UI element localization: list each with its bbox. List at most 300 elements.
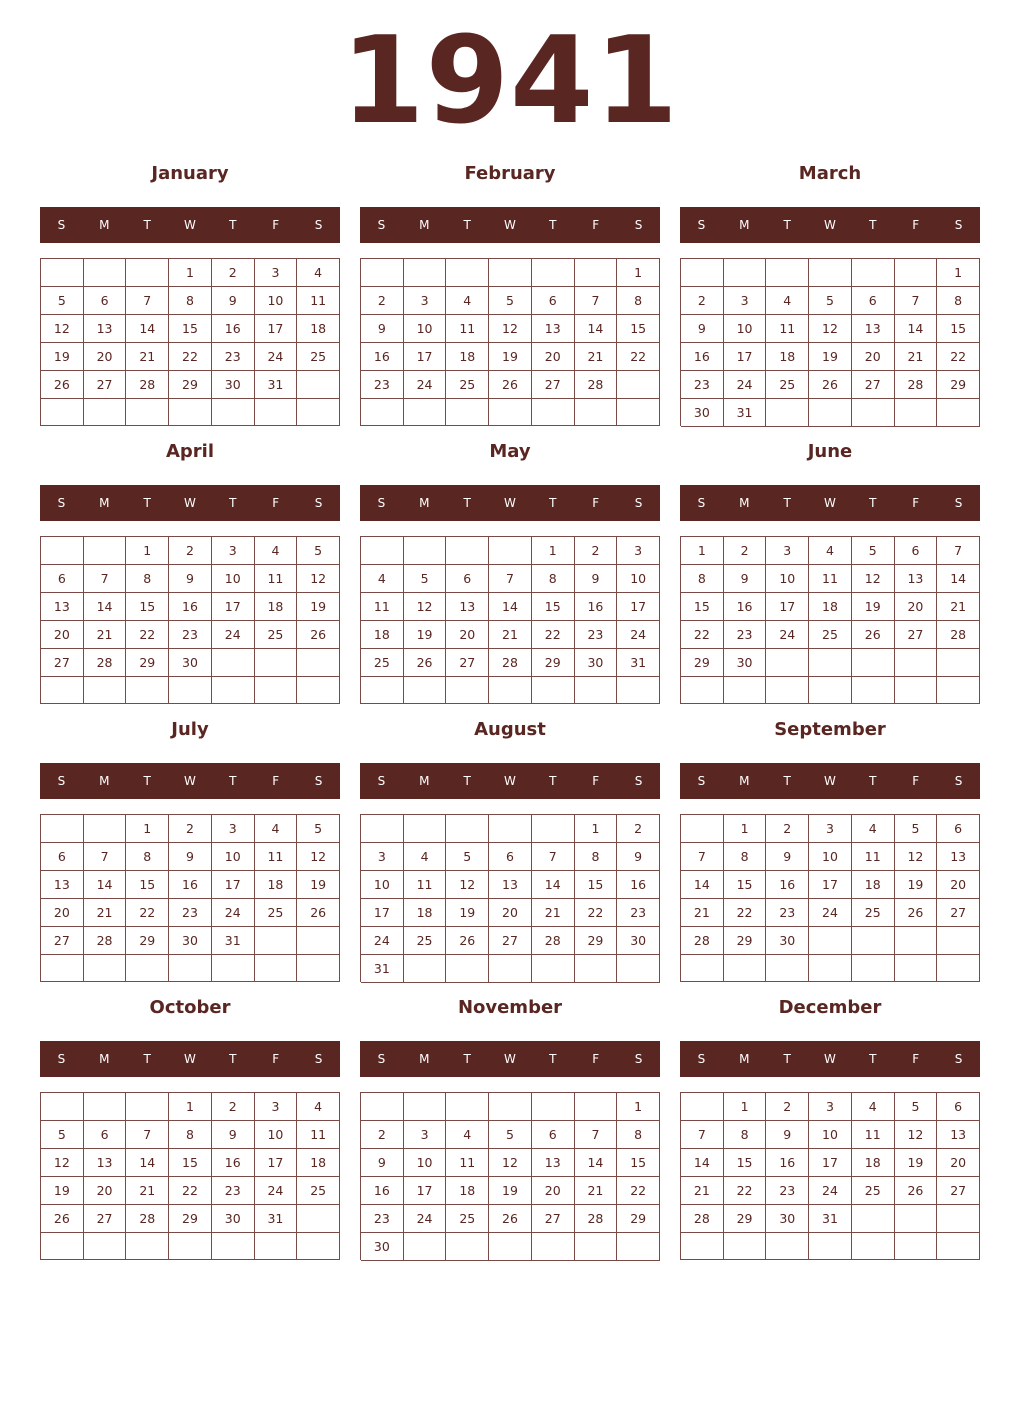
day-cell [41,1093,84,1121]
day-cell: 29 [169,371,212,399]
day-cell: 11 [852,843,895,871]
day-cell: 9 [212,1121,255,1149]
day-cell: 3 [617,537,660,565]
day-cell: 9 [681,315,724,343]
day-cell [361,815,404,843]
day-cell: 30 [724,649,767,677]
day-cell: 20 [41,899,84,927]
weekday-label: W [824,1052,836,1066]
day-cell: 16 [575,593,618,621]
weekday-label: T [869,774,877,788]
day-cell: 16 [212,315,255,343]
day-cell: 15 [532,593,575,621]
day-cell: 5 [297,537,340,565]
day-cell: 22 [126,899,169,927]
day-cell: 1 [724,1093,767,1121]
year-title: 1941 [341,12,679,151]
weekday-label: F [592,496,600,510]
weekday-label: F [912,774,920,788]
day-cell: 25 [852,1177,895,1205]
day-cell [255,649,298,677]
day-cell [575,399,618,426]
day-cell [297,649,340,677]
day-cell: 10 [724,315,767,343]
month-name: April [165,441,215,462]
day-cell: 7 [489,565,532,593]
day-cell [446,1233,489,1261]
day-cell: 10 [212,565,255,593]
day-cell: 14 [84,871,127,899]
day-cell [852,1233,895,1260]
day-cell: 11 [852,1121,895,1149]
weekday-label: W [184,774,196,788]
day-cell [724,677,767,704]
day-cell: 23 [766,899,809,927]
weekday-label: M [99,1052,110,1066]
day-cell: 10 [404,1149,447,1177]
day-cell: 19 [404,621,447,649]
weekday-label: F [592,774,600,788]
day-cell: 16 [617,871,660,899]
day-cell: 25 [809,621,852,649]
weekday-label: M [739,218,750,232]
day-cell: 17 [617,593,660,621]
weekday-label: W [824,774,836,788]
day-cell: 9 [766,843,809,871]
day-cell: 24 [361,927,404,955]
weekday-label: F [912,218,920,232]
day-cell: 7 [84,565,127,593]
day-cell [575,1093,618,1121]
day-cell: 8 [724,843,767,871]
weekday-label: S [377,1052,386,1066]
day-cell: 20 [84,343,127,371]
weekday-label: T [783,774,791,788]
weekday-label: W [184,218,196,232]
weekday-label: M [739,496,750,510]
day-cell: 20 [532,343,575,371]
day-cell: 25 [361,649,404,677]
day-cell: 18 [404,899,447,927]
day-cell: 8 [575,843,618,871]
day-grid [680,258,980,426]
day-cell [446,399,489,426]
day-cell: 13 [446,593,489,621]
weekday-label: S [954,774,963,788]
weekday-header [360,207,660,243]
day-grid [40,1092,340,1260]
weekday-label: F [272,774,280,788]
day-cell: 10 [809,843,852,871]
day-grid [40,258,340,426]
day-cell: 19 [489,343,532,371]
day-cell: 28 [126,1205,169,1233]
day-cell: 29 [681,649,724,677]
day-cell: 3 [404,287,447,315]
day-cell [212,677,255,704]
day-cell: 2 [766,815,809,843]
day-cell [446,537,489,565]
day-cell: 25 [297,343,340,371]
day-cell [532,677,575,704]
day-cell: 26 [297,899,340,927]
day-cell [852,399,895,427]
day-cell: 10 [766,565,809,593]
day-cell [532,399,575,426]
weekday-label: T [229,1052,237,1066]
day-cell [766,259,809,287]
day-cell: 27 [895,621,938,649]
weekday-header [40,763,340,799]
day-cell: 19 [895,1149,938,1177]
day-cell: 15 [126,593,169,621]
day-cell [297,1205,340,1233]
day-cell: 2 [617,815,660,843]
day-cell: 11 [361,593,404,621]
day-cell: 1 [937,259,980,287]
day-cell: 28 [895,371,938,399]
day-cell: 15 [724,1149,767,1177]
day-cell: 22 [532,621,575,649]
day-cell: 3 [404,1121,447,1149]
day-cell: 8 [532,565,575,593]
day-cell [404,815,447,843]
day-cell: 21 [126,1177,169,1205]
weekday-label: W [824,496,836,510]
weekday-label: W [184,1052,196,1066]
day-cell: 5 [895,1093,938,1121]
day-cell: 18 [255,871,298,899]
weekday-label: W [504,774,516,788]
day-cell [41,955,84,982]
day-cell [212,1233,255,1260]
day-cell: 23 [169,621,212,649]
day-cell: 27 [937,1177,980,1205]
day-cell: 31 [617,649,660,677]
day-cell: 30 [212,1205,255,1233]
day-cell: 7 [681,843,724,871]
day-cell [41,537,84,565]
day-cell: 4 [297,1093,340,1121]
day-cell [532,1093,575,1121]
day-cell [84,815,127,843]
day-cell: 22 [724,899,767,927]
day-cell: 5 [489,1121,532,1149]
day-cell: 27 [41,927,84,955]
day-cell [212,649,255,677]
day-cell: 19 [446,899,489,927]
day-cell: 10 [404,315,447,343]
day-cell: 9 [212,287,255,315]
day-grid [360,1092,660,1260]
day-cell: 17 [212,871,255,899]
day-cell: 24 [404,1205,447,1233]
day-cell: 15 [681,593,724,621]
day-cell: 29 [532,649,575,677]
day-cell: 2 [212,259,255,287]
day-cell: 20 [937,1149,980,1177]
day-cell [84,677,127,704]
weekday-label: T [783,496,791,510]
day-cell: 25 [297,1177,340,1205]
day-cell [809,927,852,955]
day-cell: 13 [489,871,532,899]
day-cell: 1 [126,815,169,843]
day-cell: 13 [41,593,84,621]
day-cell: 6 [84,287,127,315]
day-cell: 22 [937,343,980,371]
day-cell: 27 [937,899,980,927]
day-cell: 14 [575,1149,618,1177]
day-cell: 23 [361,371,404,399]
day-cell: 14 [681,871,724,899]
weekday-label: T [229,218,237,232]
day-cell: 3 [255,259,298,287]
day-cell [297,1233,340,1260]
day-cell: 6 [937,815,980,843]
day-cell: 14 [895,315,938,343]
day-cell [809,1233,852,1260]
weekday-label: F [592,1052,600,1066]
day-cell: 25 [766,371,809,399]
day-cell [895,927,938,955]
day-cell [724,955,767,982]
day-cell: 23 [212,343,255,371]
day-cell: 27 [446,649,489,677]
day-cell: 8 [169,287,212,315]
day-cell: 15 [126,871,169,899]
weekday-label: W [184,496,196,510]
day-cell [404,259,447,287]
weekday-label: F [912,1052,920,1066]
day-cell: 4 [852,815,895,843]
day-cell: 21 [532,899,575,927]
weekday-header [360,1041,660,1077]
day-cell: 23 [724,621,767,649]
day-cell: 8 [169,1121,212,1149]
weekday-label: S [314,1052,323,1066]
day-cell [489,1093,532,1121]
day-cell [297,677,340,704]
day-cell: 28 [681,927,724,955]
day-cell: 15 [617,1149,660,1177]
day-cell: 20 [895,593,938,621]
day-cell [84,955,127,982]
day-cell: 2 [212,1093,255,1121]
day-cell: 31 [809,1205,852,1233]
weekday-label: S [697,1052,706,1066]
weekday-label: F [592,218,600,232]
weekday-label: S [634,218,643,232]
day-cell: 31 [724,399,767,427]
day-cell [126,259,169,287]
day-cell: 30 [169,927,212,955]
day-cell: 17 [404,1177,447,1205]
day-cell [766,955,809,982]
day-cell [361,399,404,426]
day-cell: 26 [297,621,340,649]
day-cell: 12 [852,565,895,593]
month-april [40,428,340,706]
weekday-label: T [549,218,557,232]
day-cell: 9 [575,565,618,593]
day-cell: 23 [169,899,212,927]
day-cell [852,259,895,287]
day-cell: 8 [937,287,980,315]
month-name: June [807,441,853,462]
day-cell: 18 [255,593,298,621]
weekday-label: S [377,496,386,510]
day-cell: 24 [617,621,660,649]
weekday-label: S [697,218,706,232]
day-cell: 15 [169,1149,212,1177]
day-cell [126,1233,169,1260]
day-cell [41,399,84,426]
month-december [680,984,980,1262]
day-cell [169,1233,212,1260]
day-cell: 14 [126,1149,169,1177]
day-cell: 2 [361,1121,404,1149]
day-cell: 3 [724,287,767,315]
weekday-label: T [463,1052,471,1066]
day-cell [532,1233,575,1261]
day-cell [255,927,298,955]
day-cell: 18 [297,315,340,343]
day-cell: 25 [446,1205,489,1233]
day-cell: 4 [852,1093,895,1121]
month-name: September [774,719,886,740]
day-cell [852,1205,895,1233]
month-name: May [489,441,531,462]
day-cell: 13 [937,843,980,871]
day-cell [532,815,575,843]
weekday-header [680,485,980,521]
day-cell [895,677,938,704]
day-cell: 24 [404,371,447,399]
month-september [680,706,980,984]
day-cell: 11 [404,871,447,899]
day-cell [126,399,169,426]
day-cell: 16 [724,593,767,621]
day-cell: 18 [361,621,404,649]
day-cell: 16 [169,593,212,621]
day-cell: 24 [255,1177,298,1205]
weekday-label: T [143,218,151,232]
day-cell: 4 [255,537,298,565]
day-cell: 18 [809,593,852,621]
weekday-label: W [504,496,516,510]
day-cell: 19 [489,1177,532,1205]
day-cell: 13 [937,1121,980,1149]
day-cell: 14 [681,1149,724,1177]
day-cell: 25 [404,927,447,955]
day-cell [575,259,618,287]
day-cell: 6 [41,565,84,593]
day-cell: 7 [84,843,127,871]
day-cell: 14 [532,871,575,899]
weekday-label: T [463,218,471,232]
day-cell: 27 [84,371,127,399]
day-cell [617,677,660,704]
day-cell: 2 [724,537,767,565]
day-cell: 10 [809,1121,852,1149]
month-november [360,984,660,1262]
day-cell: 23 [361,1205,404,1233]
day-cell [489,815,532,843]
day-cell: 16 [766,871,809,899]
day-cell [895,259,938,287]
day-cell: 11 [297,1121,340,1149]
day-cell: 11 [446,315,489,343]
day-cell [724,1233,767,1260]
day-cell: 21 [84,899,127,927]
day-cell [489,399,532,426]
day-cell: 10 [255,1121,298,1149]
weekday-label: S [57,496,66,510]
day-cell: 22 [617,1177,660,1205]
weekday-label: F [272,1052,280,1066]
day-cell: 28 [84,927,127,955]
day-cell: 1 [532,537,575,565]
day-cell: 6 [852,287,895,315]
month-october [40,984,340,1262]
day-cell: 30 [766,927,809,955]
day-cell: 30 [681,399,724,427]
weekday-label: S [57,1052,66,1066]
day-cell [809,399,852,427]
day-cell: 18 [852,1149,895,1177]
day-cell: 6 [532,1121,575,1149]
day-cell: 7 [681,1121,724,1149]
day-cell: 5 [489,287,532,315]
day-cell [937,927,980,955]
day-cell [532,259,575,287]
month-name: October [149,997,231,1018]
day-cell: 1 [575,815,618,843]
day-cell: 9 [169,843,212,871]
day-cell: 28 [937,621,980,649]
day-cell: 18 [446,1177,489,1205]
month-july [40,706,340,984]
day-cell: 12 [446,871,489,899]
day-cell: 1 [617,1093,660,1121]
day-cell: 22 [681,621,724,649]
day-cell [895,955,938,982]
weekday-label: S [57,774,66,788]
calendar-grid [40,150,980,1262]
day-cell [617,1233,660,1261]
day-cell: 17 [361,899,404,927]
day-cell: 29 [169,1205,212,1233]
day-cell: 29 [724,927,767,955]
day-cell [169,955,212,982]
day-cell [446,259,489,287]
day-cell: 23 [766,1177,809,1205]
day-cell: 26 [41,371,84,399]
day-cell [169,399,212,426]
day-cell: 12 [489,315,532,343]
day-cell: 24 [212,899,255,927]
day-cell: 7 [575,1121,618,1149]
day-cell: 29 [126,649,169,677]
day-cell: 7 [575,287,618,315]
day-cell [489,259,532,287]
day-cell: 8 [126,565,169,593]
weekday-label: T [229,496,237,510]
day-cell: 10 [617,565,660,593]
day-cell: 18 [297,1149,340,1177]
day-cell: 3 [809,815,852,843]
